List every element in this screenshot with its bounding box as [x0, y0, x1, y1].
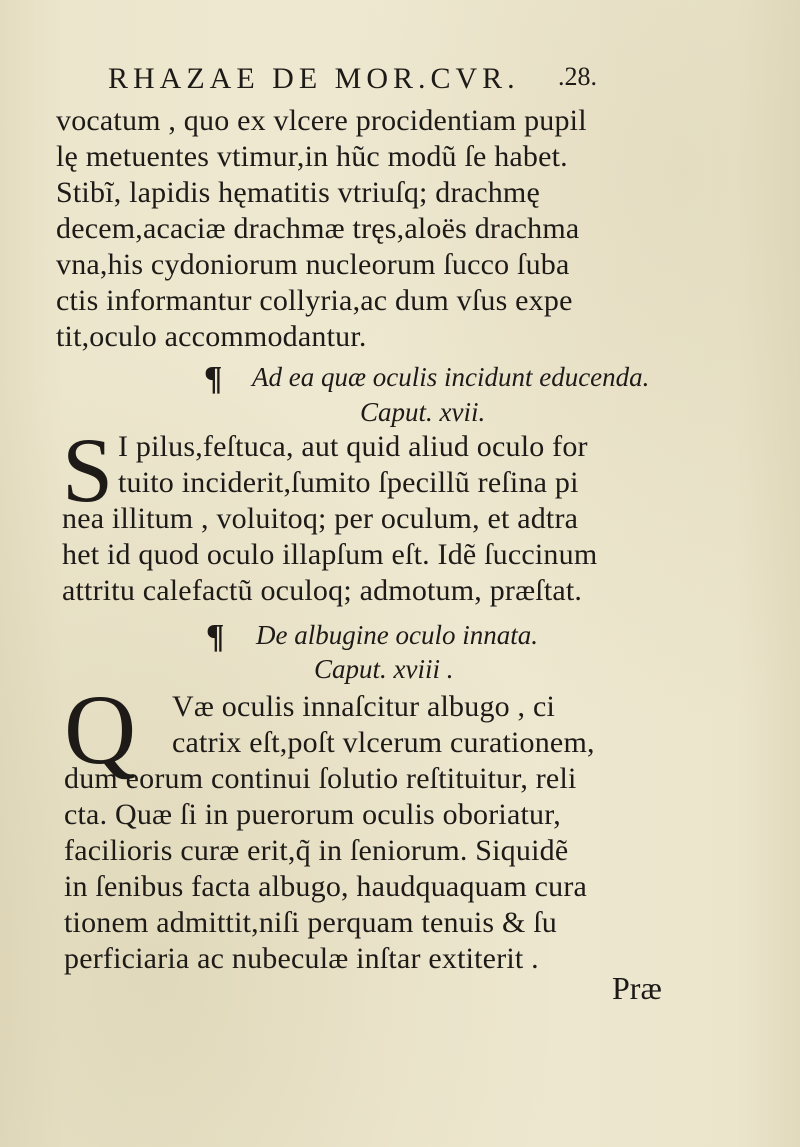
text-line: dum eorum continui ſolutio reſtituitur, reli: [64, 762, 577, 795]
text-line: ctis informantur collyria,ac dum vſus expe: [56, 284, 573, 317]
chapter-number: Caput. xvii.: [360, 397, 486, 427]
text-line: vocatum , quo ex vlcere procidentiam pupil: [56, 104, 587, 137]
text-line: tionem admittit,niſi perquam tenuis & ſu: [64, 906, 557, 939]
text-line: facilioris curæ erit,q̃ in ſeniorum. Siquidẽ: [64, 834, 569, 867]
folio-number: .28.: [558, 62, 597, 91]
text-line: attritu calefactũ oculoq; admotum, præſtat.: [62, 574, 583, 607]
text-line: tuito inciderit,ſumito ſpecillũ reſina pi: [118, 466, 579, 499]
text-line: Væ oculis innaſcitur albugo , ci: [172, 690, 555, 723]
text-line: I pilus,feſtuca, aut quid aliud oculo for: [118, 430, 588, 463]
pilcrow-mark: ¶: [204, 360, 223, 397]
text-line: nea illitum , voluitoq; per oculum, et adtra: [62, 502, 579, 535]
text-line: catrix eſt,poſt vlcerum curationem,: [172, 726, 595, 759]
text-line: lę metuentes vtimur,in hũc modũ ſe habet.: [56, 140, 568, 173]
catchword: Præ: [612, 970, 662, 1006]
text-line: vna,his cydoniorum nucleorum ſucco ſuba: [56, 248, 570, 281]
text-line: perficiaria ac nubeculæ inſtar extiterit .: [64, 942, 539, 975]
chapter-heading: Ad ea quæ oculis incidunt educenda.: [252, 362, 650, 392]
text-line: in ſenibus facta albugo, haudquaquam cura: [64, 870, 588, 903]
chapter-number: Caput. xviii .: [314, 654, 454, 684]
chapter-heading: De albugine oculo innata.: [256, 620, 538, 650]
text-line: decem,acaciæ drachmæ tręs,aloës drachma: [56, 212, 580, 245]
running-head: RHAZAE DE MOR.CVR.: [108, 62, 520, 95]
text-line: tit,oculo accommodantur.: [56, 320, 367, 353]
drop-cap-initial: S: [62, 419, 114, 521]
pilcrow-mark: ¶: [206, 618, 225, 655]
text-line: Stibĩ, lapidis hęmatitis vtriuſq; drachmę: [56, 176, 540, 209]
text-line: cta. Quæ ſi in puerorum oculis oboriatur,: [64, 798, 561, 831]
drop-cap-initial: Q: [64, 674, 137, 785]
text-line: het id quod oculo illapſum eſt. Idẽ ſuccinum: [62, 538, 598, 571]
